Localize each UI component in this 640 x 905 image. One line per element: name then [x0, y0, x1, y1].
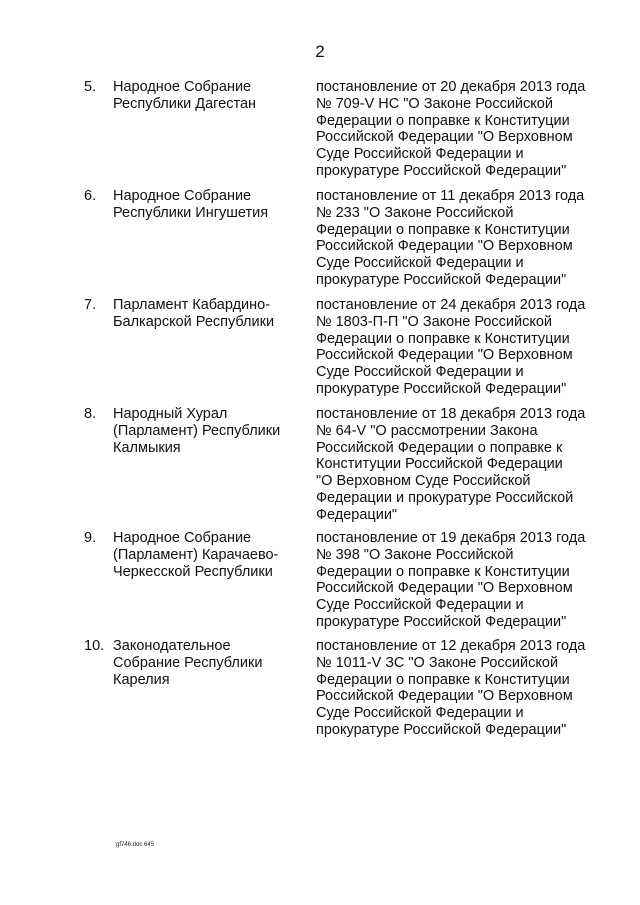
legislative-body: Народное Собрание Республики Ингушетия — [113, 188, 269, 221]
legislative-body: Народное Собрание (Парламент) Карачаево- Черкесской Республики — [113, 530, 279, 580]
legislative-body: Народное Собрание Республики Дагестан — [113, 79, 257, 112]
decree-text: постановление от 24 декабря 2013 года № 1803-П-П "О Законе Российской Федерации о поправке к Конституции Российской Федерации "О Верховном Суде Российской Федерации и прокуратуре Российской Федерации" — [316, 297, 586, 397]
item-number: 5. — [84, 79, 97, 95]
decree-text: постановление от 11 декабря 2013 года № 233 "О Законе Российской Федерации о поправке к Конституции Российской Федерации "О Верховном Суде Российской Федерации и прокуратуре Российской Федерации" — [316, 188, 585, 288]
item-number: 10. — [84, 638, 105, 654]
legislative-body: Парламент Кабардино- Балкарской Республики — [113, 297, 275, 330]
item-number: 8. — [84, 406, 97, 422]
legislative-body: Законодательное Собрание Республики Карелия — [113, 638, 263, 688]
item-number: 9. — [84, 530, 97, 546]
item-number: 6. — [84, 188, 97, 204]
decree-text: постановление от 12 декабря 2013 года № 1011-V ЗС "О Законе Российской Федерации о поправке к Конституции Российской Федерации "О Верховном Суде Российской Федерации и прокуратуре Российской Федерации" — [316, 638, 586, 738]
decree-text: постановление от 20 декабря 2013 года № 709-V НС "О Законе Российской Федерации о поправке к Конституции Российской Федерации "О Верховном Суде Российской Федерации и прокуратуре Российской Федерации" — [316, 79, 586, 179]
item-number: 7. — [84, 297, 97, 313]
document-file-reference: gf746.doc 645 — [116, 842, 155, 848]
decree-text: постановление от 18 декабря 2013 года № 64-V "О рассмотрении Закона Российской Федерации о поправке к Конституции Российской Федерации "О Верховном Суде Российской Федерации и прокуратуре Российской Федерации" — [316, 406, 586, 523]
decree-text: постановление от 19 декабря 2013 года № 398 "О Законе Российской Федерации о поправке к Конституции Российской Федерации "О Верховном Суде Российской Федерации и прокуратуре Российской Федерации" — [316, 530, 586, 630]
page-number: 2 — [315, 42, 325, 61]
legislative-body: Народный Хурал (Парламент) Республики Калмыкия — [113, 406, 281, 456]
